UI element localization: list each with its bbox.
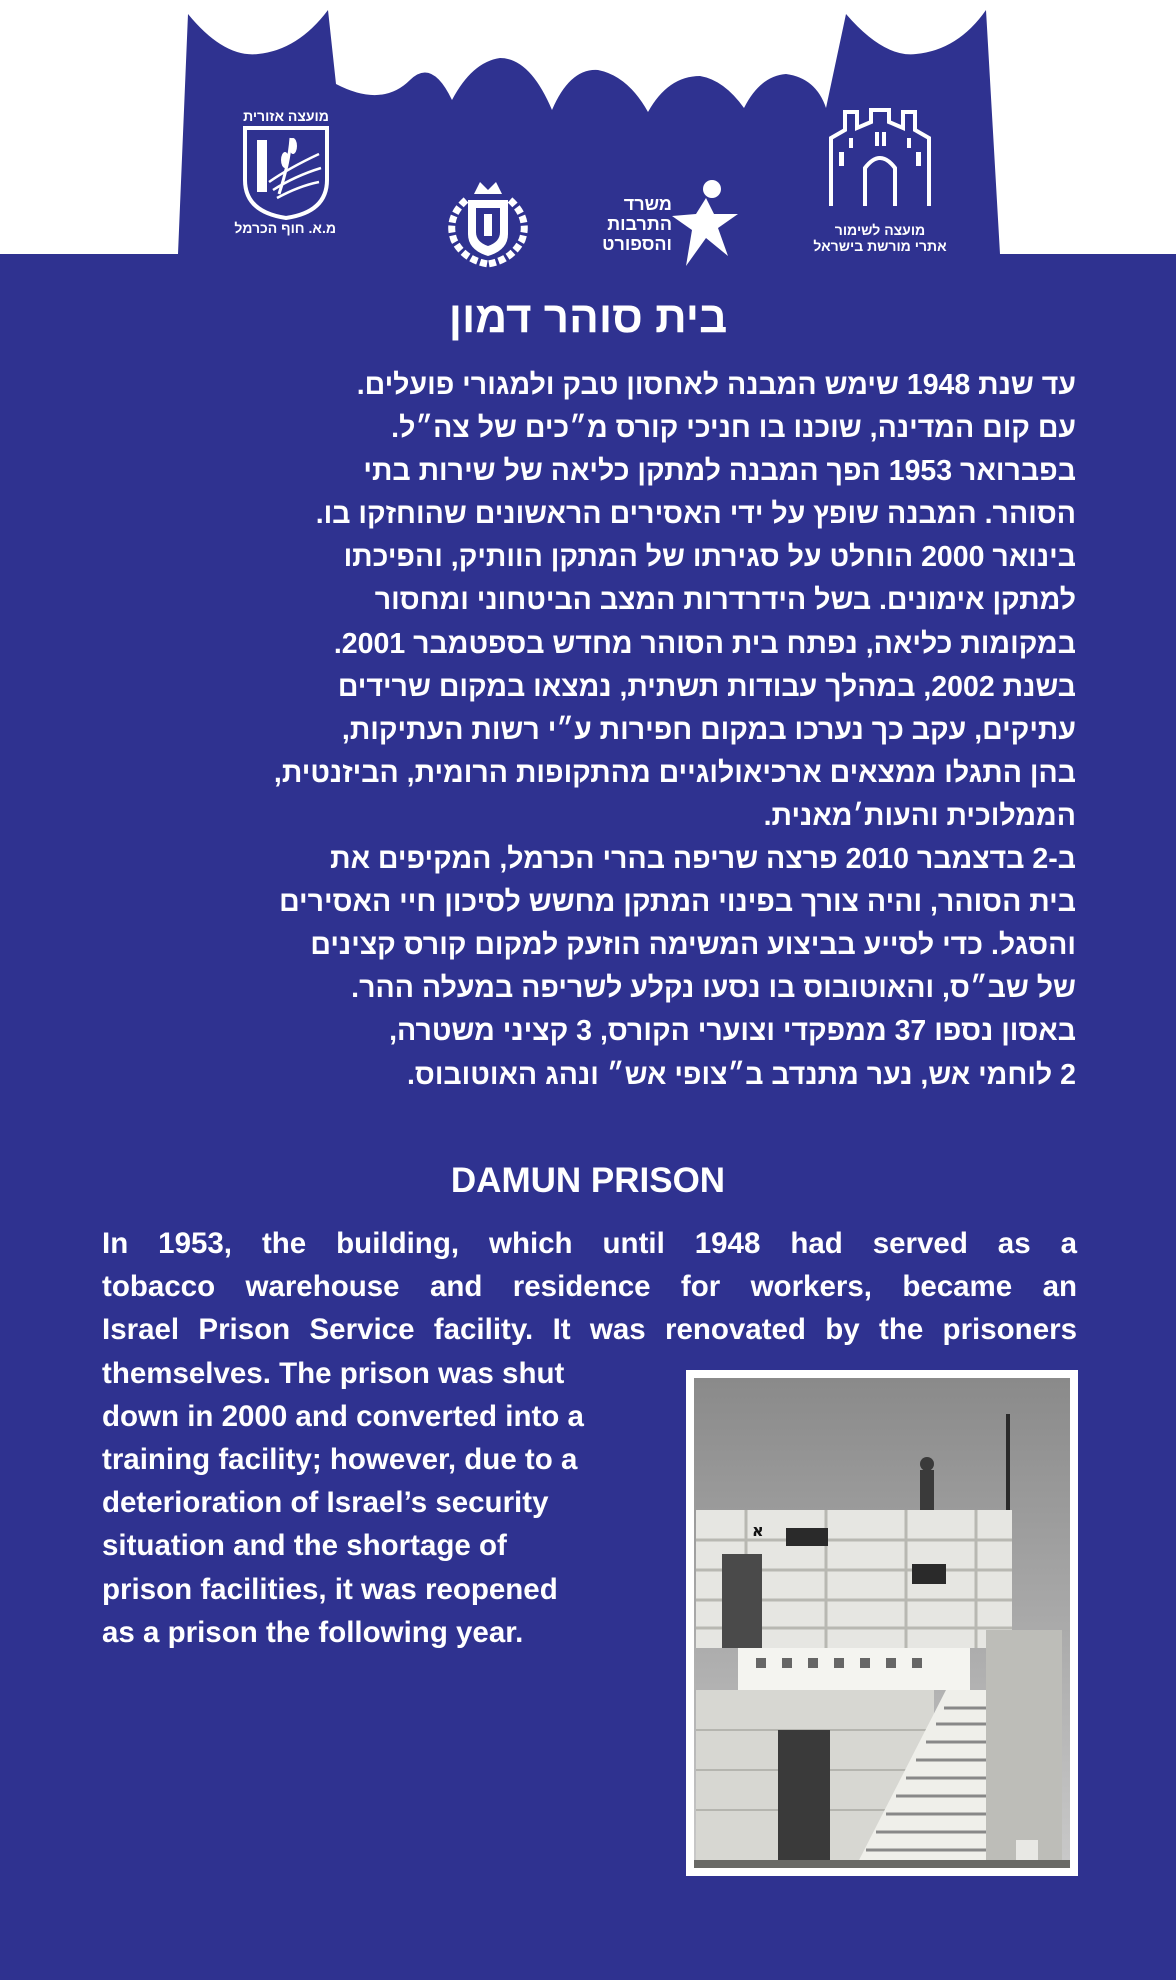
hebrew-line: ב-2 בדצמבר 2010 פרצה שריפה בהרי הכרמל, המקיפים את	[330, 843, 1076, 876]
heritage-council-caption-1: מועצה לשימור	[834, 222, 926, 238]
wheat-fish-emblem-icon	[239, 124, 333, 220]
english-line: In 1953, the building, which until 1948 had served as a	[102, 1227, 1077, 1260]
english-line: deterioration of Israel’s security	[102, 1486, 549, 1520]
right-wall	[986, 1630, 1062, 1866]
hebrew-line: במקומות כליאה, נפתח בית הסוהר מחדש בספטמבר 2001.	[333, 627, 1076, 660]
ministry-line-2: התרבות	[607, 214, 672, 234]
bucket	[1016, 1840, 1038, 1862]
figure-head	[703, 180, 721, 198]
hebrew-line: עד שנת 1948 שימש המבנה לאחסון טבק ולמגורי פועלים.	[356, 369, 1076, 401]
english-line: prison facilities, it was reopened	[102, 1572, 558, 1606]
guard-figure	[920, 1470, 934, 1516]
hebrew-title: בית סוהר דמון	[448, 293, 728, 342]
hebrew-line: של שב״ס, והאוטובוס בו נסעו נקלע לשריפה במעלה ההר.	[351, 972, 1076, 1005]
upper-door	[722, 1554, 762, 1648]
upper-window	[786, 1528, 828, 1546]
hebrew-line: בית הסוהר, והיה צורך בפינוי המתקן מחשש לסיכון חיי האסירים	[279, 886, 1076, 919]
emblem-wave	[269, 154, 321, 198]
english-line: down in 2000 and converted into a	[102, 1399, 584, 1433]
castle-window-2	[916, 152, 921, 166]
english-title: DAMUN PRISON	[450, 1161, 726, 1200]
balcony-parapet	[738, 1648, 970, 1690]
hebrew-line: עתיקים, עקב כך נערכו במקום חפירות ע״י רשות העתיקות,	[341, 713, 1076, 746]
ministry-line-3: והספורט	[602, 234, 672, 254]
hebrew-body	[100, 364, 1076, 1097]
castle-window-1	[839, 152, 844, 166]
hebrew-line: בהן התגלו ממצאים ארכיאולוגיים מהתקופות הרומית, הביזנטית,	[273, 756, 1076, 789]
hebrew-line: והסגל. כדי לסייע בביצוע המשימה הוזעק למקום קורס קצינים	[310, 929, 1076, 962]
english-line: training facility; however, due to a	[102, 1442, 578, 1476]
ground	[694, 1860, 1070, 1868]
emblem-key	[484, 214, 492, 236]
door-sign-letter: א	[752, 1521, 764, 1540]
regional-council-top-caption: מועצה אזורית	[243, 108, 329, 124]
emblem-tower	[257, 140, 267, 192]
lower-door	[778, 1730, 830, 1866]
prison-service-logo	[438, 178, 538, 270]
english-line: tobacco warehouse and residence for workers, became an	[102, 1270, 1077, 1304]
emblem-crown	[474, 182, 502, 194]
castle-window-4	[882, 132, 886, 146]
upper-window-right	[912, 1564, 946, 1584]
hebrew-line: למתקן אימונים. בשל הידרדרות המצב הביטחוני ומחסור	[374, 584, 1076, 617]
castle-gate-icon	[825, 108, 935, 208]
hebrew-line: באסון נספו 37 ממפקדי וצוערי הקורס, 3 קציני משטרה,	[389, 1015, 1076, 1048]
castle-gate	[865, 158, 895, 206]
emblem-grain-1	[289, 138, 297, 154]
regional-council-logo	[236, 108, 336, 236]
hebrew-line: 2 לוחמי אש, נער מתנדב ב״צופי אש״ ונהג האוטובוס.	[407, 1058, 1076, 1091]
castle-window-3	[875, 132, 879, 146]
hebrew-line: בפברואר 1953 הפך המבנה למתקן כליאה של שירות בתי	[363, 455, 1076, 488]
historic-photo-frame	[686, 1370, 1078, 1876]
english-line: Israel Prison Service facility. It was renovated by the prisoners	[102, 1313, 1077, 1347]
hebrew-line: עם קום המדינה, שוכנו בו חניכי קורס מ״כים של צה״ל.	[391, 412, 1076, 445]
hebrew-line: בינואר 2000 הוחלט על סגירתו של המתקן הוותיק, והפיכתו	[343, 541, 1076, 574]
ministry-line-1: משרד	[623, 194, 672, 214]
english-line: themselves. The prison was shut	[102, 1356, 565, 1390]
star-figure-icon	[672, 180, 740, 266]
heritage-council-caption-2: אתרי מורשת בישראל	[813, 238, 947, 254]
prison-service-emblem-icon	[438, 178, 538, 270]
emblem-grain-2	[281, 152, 289, 168]
heritage-council-logo	[790, 108, 970, 254]
guard-head	[920, 1457, 934, 1471]
historic-prison-building-photo	[686, 1370, 1078, 1876]
english-line: situation and the shortage of	[102, 1529, 507, 1563]
english-line: as a prison the following year.	[102, 1615, 524, 1649]
hebrew-line: בשנת 2002, במהלך עבודות תשתית, נמצאו במקום שרידים	[337, 670, 1076, 703]
hebrew-line: הממלוכית והעות׳מאנית.	[763, 799, 1076, 832]
ministry-name	[580, 194, 672, 254]
castle-window-5	[849, 138, 853, 148]
regional-council-bottom-caption: מ.א. חוף הכרמל	[234, 220, 336, 236]
castle-window-6	[907, 138, 911, 148]
figure-star-body	[672, 198, 738, 266]
hebrew-line: הסוהר. המבנה שופץ על ידי האסירים הראשונים שהוחזקו בו.	[315, 498, 1076, 531]
